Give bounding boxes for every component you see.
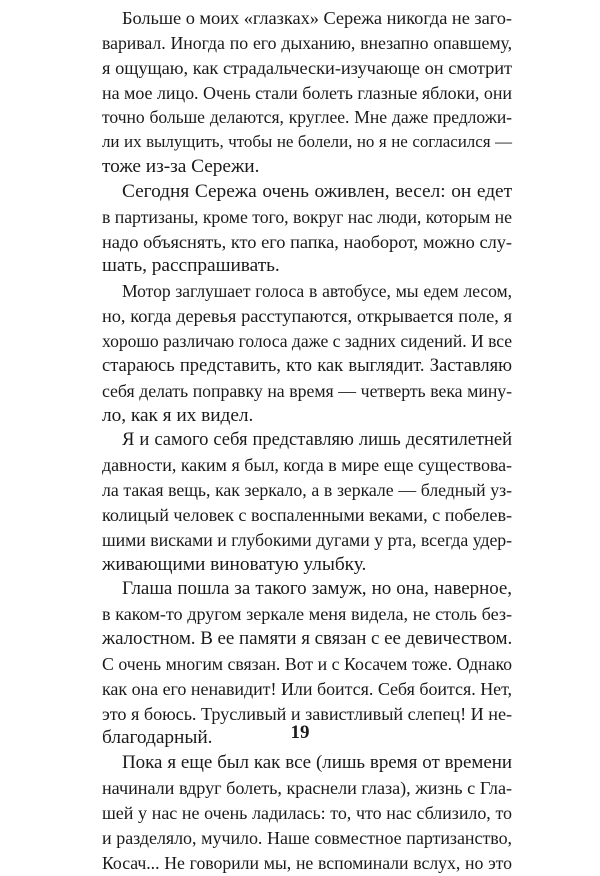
text-line: благодарный. [102, 727, 213, 749]
page-number: 19 [290, 722, 310, 743]
text-line: Сегодня Сережа очень оживлен, весел: он едет [122, 180, 512, 202]
text-line: на мое лицо. Очень стали болеть глазные яблоки, они [102, 82, 512, 103]
text-line: живающими виноватую улыбку. [102, 553, 367, 575]
text-line: шать, расспрашивать. [102, 255, 280, 277]
text-line: Больше о моих «глазках» Сережа никогда не заго- [122, 8, 512, 28]
text-line: начинали вдруг болеть, краснели глаза), жизнь с Гла- [102, 778, 512, 799]
text-line: точно больше делаются, круглее. Мне даже предложи- [102, 107, 512, 128]
text-line: это я боюсь. Трусливый и завистливый слепец! И не- [102, 703, 512, 724]
paragraph-3 [102, 279, 512, 428]
text-line: ло, как я их видел. [102, 404, 254, 426]
text-line: хорошо различаю голоса даже с задних сидений. И все [102, 330, 512, 351]
text-line: шей у нас не очень ладилась: то, что нас сблизило, то [102, 803, 512, 823]
paragraph-1 [102, 6, 512, 180]
text-line: С очень многим связан. Вот и с Косачем тоже. Однако [102, 653, 512, 674]
text-line: как она его ненавидит! Или боится. Себя боится. Нет, [102, 678, 512, 699]
text-line: ла такая вещь, как зеркало, а в зеркале — бледный уз- [102, 480, 512, 501]
text-line: варивал. Иногда по его дыханию, внезапно опавшему, [102, 32, 512, 53]
body-text [102, 6, 512, 876]
text-line: и разделяло, мучило. Наше совместное партизанство, [102, 827, 512, 848]
text-line: стараюсь представить, кто как выглядит. Заставляю [102, 354, 512, 376]
text-line: но, когда деревья расступаются, открывается поле, я [102, 306, 512, 327]
text-line: в каком-то другом зеркале меня видела, не столь без- [102, 604, 512, 625]
text-line: я ощущаю, как страдальчески-изучающе он смотрит [102, 57, 512, 78]
text-line: жалостном. В ее памяти я связан с ее девичеством. [102, 628, 513, 650]
paragraph-2 [102, 180, 512, 279]
text-line: себя делать поправку на время — четверть века мину- [102, 380, 512, 401]
text-line: шими висками и глубокими дугами у рта, всегда удер- [102, 529, 512, 550]
text-line: надо объяснять, кто его папка, наоборот, можно слу- [102, 231, 512, 252]
text-line: тоже из-за Сережи. [102, 156, 260, 178]
text-line: давности, каким я был, когда в мире еще существова- [102, 455, 512, 476]
text-line: Глаша пошла за такого замуж, но она, наверное, [122, 578, 512, 600]
text-line: в партизаны, кроме того, вокруг нас люди, которым не [102, 206, 512, 227]
paragraph-4 [102, 428, 512, 577]
text-line: колицый человек с воспаленными веками, с побелев- [102, 504, 512, 525]
text-line: Я и самого себя представляю лишь десятилетней [122, 429, 512, 451]
text-line: Косач... Не говорили мы, не вспоминали вслух, но это [102, 852, 512, 873]
text-line: ли их вылущить, чтобы не болели, но я не согласился — [102, 132, 512, 152]
paragraph-6 [102, 751, 512, 875]
text-line: Мотор заглушает голоса в автобусе, мы едем лесом, [122, 281, 512, 302]
text-line: Пока я еще был как все (лишь время от времени [122, 752, 512, 774]
